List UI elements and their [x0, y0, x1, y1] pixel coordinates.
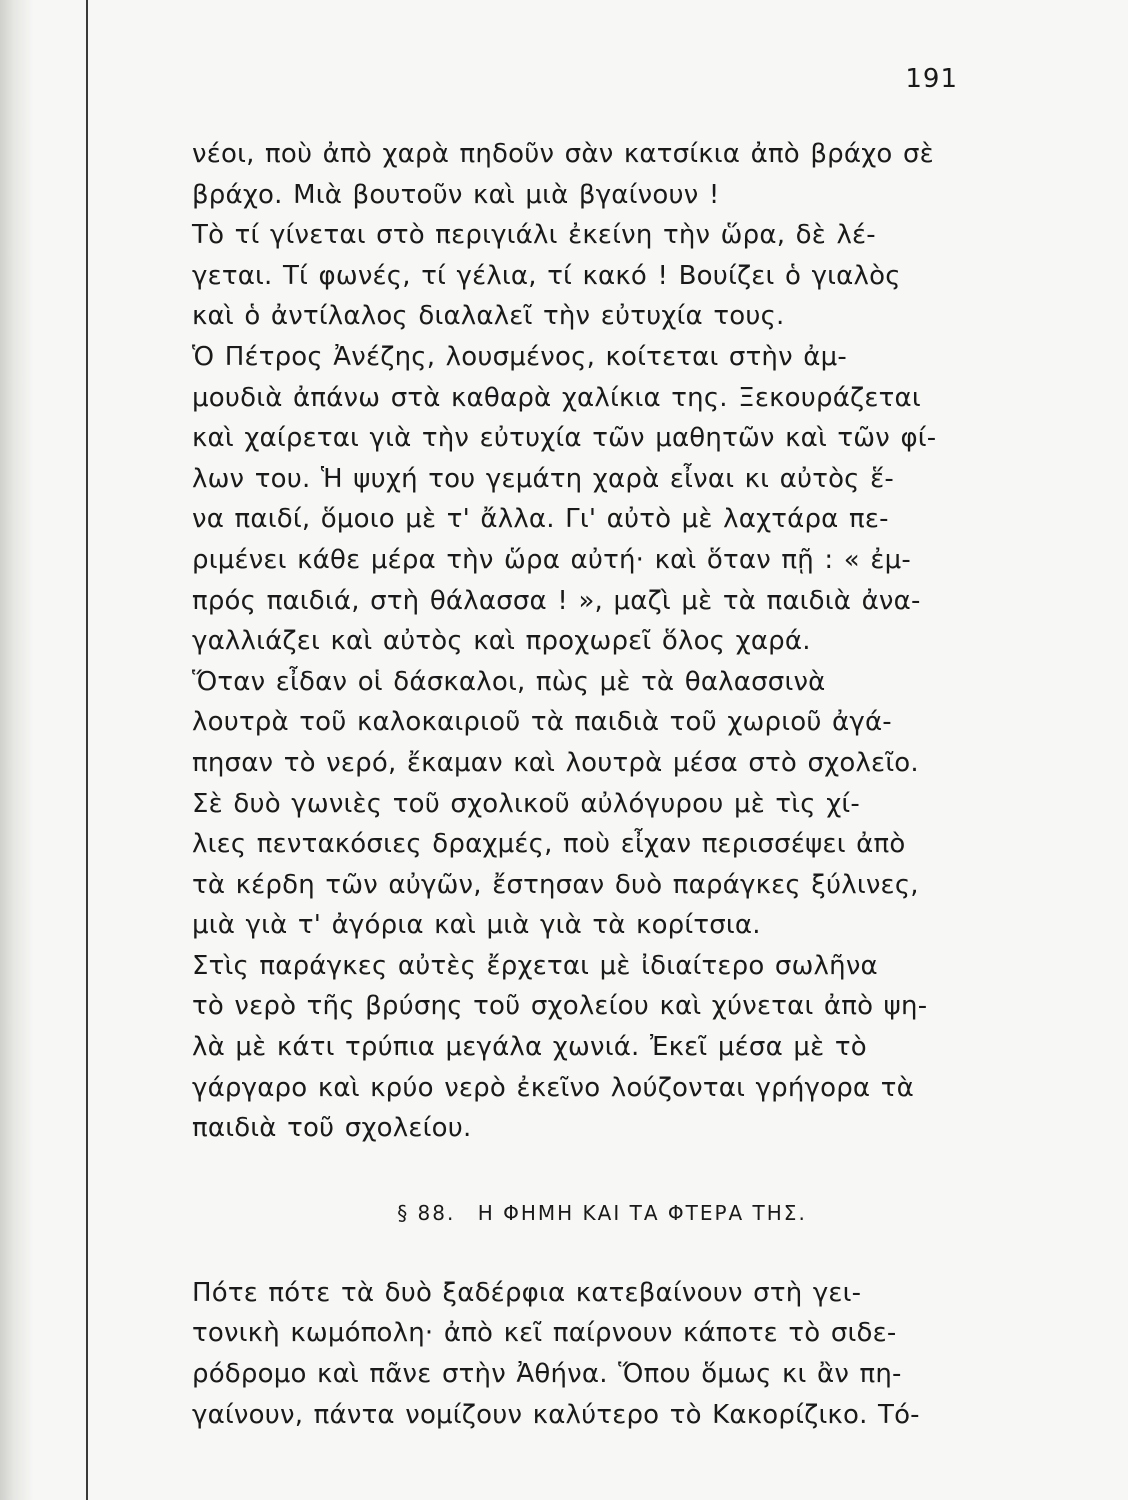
paragraph-1: νέοι, ποὺ ἀπὸ χαρὰ πηδοῦν σὰν κατσίκια ἀπὸ βράχο σὲ βράχο. Μιὰ βουτοῦν καὶ μιὰ βγαίνουν !	[192, 139, 934, 210]
section-number: § 88.	[397, 1200, 456, 1225]
page-number: 191	[905, 64, 958, 94]
paragraph-5: Σὲ δυὸ γωνιὲς τοῦ σχολικοῦ αὐλόγυρου μὲ τὶς χί- λιες πεντακόσιες δραχμές, ποὺ εἶχαν περισσέψει ἀπὸ τὰ κέρδη τῶν αὐγῶν, ἔστησαν δυὸ παράγκες ξύλινες, μιὰ γιὰ τ' ἀγόρια καὶ μιὰ γιὰ τὰ κορίτσια.	[192, 788, 919, 941]
paragraph-2: Τὸ τί γίνεται στὸ περιγιάλι ἐκείνη τὴν ὥρα, δὲ λέ- γεται. Τί φωνές, τί γέλια, τί κακό ! Βουίζει ὁ γιαλὸς καὶ ὁ ἀντίλαλος διαλαλεῖ τὴν εὐτυχία τους.	[192, 220, 901, 332]
section-heading	[192, 1201, 1012, 1225]
paragraph-4: Ὅταν εἶδαν οἱ δάσκαλοι, πὼς μὲ τὰ θαλασσινὰ λουτρὰ τοῦ καλοκαιριοῦ τὰ παιδιὰ τοῦ χωριοῦ ἀγά- πησαν τὸ νερό, ἔκαμαν καὶ λουτρὰ μέσα στὸ σχολεῖο.	[192, 666, 919, 778]
facing-page-edge	[8, 0, 38, 1500]
section-title: Η ΦΗΜΗ ΚΑΙ ΤΑ ΦΤΕΡΑ ΤΗΣ.	[477, 1200, 807, 1225]
paragraph-after-section: Πότε πότε τὰ δυὸ ξαδέρφια κατεβαίνουν στὴ γει- τονικὴ κωμόπολη· ἀπὸ κεῖ παίρνουν κάποτε τὸ σιδε- ρόδρομο καὶ πᾶνε στὴν Ἀθήνα. Ὅπου ὅμως κι ἂν πη- γαίνουν, πάντα νομίζουν καλύτερο τὸ Κακορίζικο. Τό-	[192, 1277, 920, 1430]
binding-line	[86, 0, 88, 1500]
paragraph-3: Ὁ Πέτρος Ἀνέζης, λουσμένος, κοίτεται στὴν ἀμ- μουδιὰ ἀπάνω στὰ καθαρὰ χαλίκια της. Ξεκουράζεται καὶ χαίρεται γιὰ τὴν εὐτυχία τῶν μαθητῶν καὶ τῶν φί- λων του. Ἡ ψυχή του γεμάτη χαρὰ εἶναι κι αὐτὸς ἕ- να παιδί, ὅμοιο μὲ τ' ἄλλα. Γι' αὐτὸ μὲ λαχτάρα πε- ριμένει κάθε μέρα τὴν ὥρα αὐτή· καὶ ὅταν πῇ : « ἐμ- πρός παιδιά, στὴ θάλασσα ! », μαζὶ μὲ τὰ παιδιὰ ἀνα- γαλλιάζει καὶ αὐτὸς καὶ προχωρεῖ ὅλος χαρά.	[192, 341, 937, 657]
paragraph-6: Στὶς παράγκες αὐτὲς ἔρχεται μὲ ἰδιαίτερο σωλῆνα τὸ νερὸ τῆς βρύσης τοῦ σχολείου καὶ χύνεται ἀπὸ ψη- λὰ μὲ κάτι τρύπια μεγάλα χωνιά. Ἐκεῖ μέσα μὲ τὸ γάργαρο καὶ κρύο νερὸ ἐκεῖνο λούζονται γρήγορα τὰ παιδιὰ τοῦ σχολείου.	[192, 950, 928, 1144]
page-body	[192, 134, 1012, 1435]
